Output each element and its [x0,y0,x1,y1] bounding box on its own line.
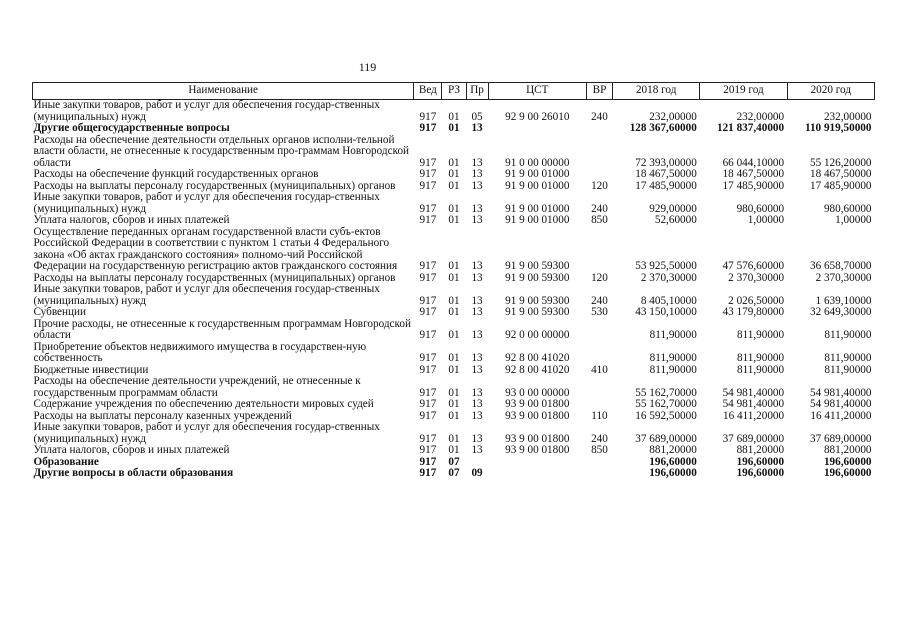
cell-2018: 53 925,50000 [635,260,697,272]
table-row [33,319,875,342]
cell-rz: 01 [448,398,460,410]
cell-2020: 17 485,90000 [809,179,872,192]
cell-2019: 2 370,30000 [728,271,785,284]
cell-rz: 01 [448,363,460,376]
cell-ved: 917 [419,386,437,399]
cell-2020: 55 126,20000 [809,156,872,169]
cell-vr: 850 [591,214,608,226]
table-row [33,169,875,181]
cell-2020: 54 981,40000 [809,398,872,410]
cell-2019: 43 179,80000 [722,306,785,318]
cell-pr: 13 [471,214,483,226]
cell-ved: 917 [419,122,437,134]
cell-2018: 43 150,10000 [635,306,697,318]
col-header-rz: РЗ [442,83,466,100]
cell-rz: 07 [448,455,460,468]
cell-ved: 917 [419,398,437,410]
cell-name: Другие вопросы в области образования [33,467,234,479]
cell-vr [586,457,612,469]
table-row [33,284,875,307]
cell-name: Расходы на обеспечение деятельности учреждений, не отнесенные к государственным программам области [33,375,361,399]
table-row [33,227,875,273]
cell-2019: 196,60000 [736,455,785,468]
col-header-ved: Вед [414,83,442,100]
cell-2020: 1,00000 [835,214,872,226]
cell-vr: 410 [591,363,608,376]
cell-name: Расходы на выплаты персоналу казенных учреждений [33,409,292,422]
cell-pr: 13 [471,432,483,445]
cell-2018: 196,60000 [649,455,697,468]
cell-cst: 93 0 00 00000 [505,386,570,399]
cell-rz: 01 [448,271,460,284]
cell-pr: 13 [471,271,483,284]
cell-name: Иные закупки товаров, работ и услуг для обеспечения государ-ственных (муниципальных) нужд [33,191,380,215]
cell-rz: 01 [448,179,460,192]
cell-name: Уплата налогов, сборов и иных платежей [33,444,230,456]
cell-pr: 13 [471,156,483,169]
cell-pr: 13 [471,122,483,134]
cell-2019: 980,60000 [736,202,785,215]
cell-vr [586,227,612,273]
cell-rz: 01 [448,110,460,123]
cell-ved: 917 [419,432,437,445]
cell-rz: 01 [448,260,460,272]
cell-2020: 811,90000 [824,363,872,376]
cell-2020: 811,90000 [824,329,872,341]
cell-2018: 196,60000 [649,467,697,479]
cell-rz: 01 [448,168,460,180]
col-header-cst: ЦСТ [488,83,586,100]
cell-name: Иные закупки товаров, работ и услуг для обеспечения государ-ственных (муниципальных) нужд [33,283,380,307]
cell-2020: 16 411,20000 [810,409,872,422]
cell-cst: 91 9 00 01000 [505,202,570,215]
cell-pr: 13 [471,306,483,318]
cell-2018: 929,00000 [649,202,697,215]
table-row [33,342,875,365]
cell-2018: 128 367,60000 [629,122,697,134]
cell-ved: 917 [419,260,437,272]
cell-vr: 120 [591,179,608,192]
cell-2019: 196,60000 [736,467,785,479]
table-row [33,468,875,480]
cell-2019: 121 837,40000 [716,122,785,134]
cell-2018: 16 592,50000 [635,409,697,422]
cell-cst: 92 8 00 41020 [505,363,570,376]
cell-2019: 1,00000 [747,214,785,226]
cell-2020: 811,90000 [824,352,872,364]
cell-pr: 13 [471,352,483,364]
cell-2018: 811,90000 [649,363,697,376]
cell-cst: 93 9 00 01800 [505,409,570,422]
cell-rz: 01 [448,329,460,341]
cell-rz: 01 [448,386,460,399]
cell-cst: 93 9 00 01800 [505,444,570,456]
cell-cst: 91 9 00 59300 [505,260,570,272]
table-row [33,445,875,457]
cell-2018: 72 393,00000 [635,156,697,169]
cell-ved: 917 [419,329,437,341]
cell-cst: 93 9 00 01800 [505,432,570,445]
cell-2019: 66 044,10000 [722,156,785,169]
cell-2018: 811,90000 [649,352,697,364]
cell-vr [586,123,612,135]
cell-pr: 13 [471,294,483,307]
cell-rz: 01 [448,409,460,422]
cell-ved: 917 [419,455,437,468]
col-header-vr: ВР [586,83,612,100]
cell-pr: 09 [471,467,483,479]
cell-2018: 52,60000 [654,214,697,226]
cell-2020: 54 981,40000 [809,386,872,399]
cell-ved: 917 [419,214,437,226]
cell-2020: 110 919,50000 [804,122,872,134]
cell-vr [586,468,612,480]
cell-name: Содержание учреждения по обеспечению деятельности мировых судей [33,398,374,410]
col-header-2020: 2020 год [787,83,874,100]
cell-pr: 13 [471,444,483,456]
cell-2018: 17 485,90000 [635,179,697,192]
cell-vr: 240 [591,110,608,123]
cell-name: Субвенции [33,306,86,318]
cell-ved: 917 [419,156,437,169]
cell-name: Иные закупки товаров, работ и услуг для обеспечения государ-ственных (муниципальных) нужд [33,421,380,445]
cell-cst: 92 8 00 41020 [505,352,570,364]
table-body [33,100,875,480]
cell-2020: 36 658,70000 [809,260,872,272]
cell-2019: 37 689,00000 [722,432,785,445]
cell-cst: 91 9 00 59300 [505,306,570,318]
cell-name: Образование [33,455,99,468]
cell-2020: 881,20000 [823,444,872,456]
cell-2019: 811,90000 [736,329,785,341]
cell-vr [586,376,612,399]
cell-2020: 18 467,50000 [809,168,872,180]
cell-ved: 917 [419,467,437,479]
cell-2019: 2 026,50000 [728,294,785,307]
cell-2019: 811,90000 [736,352,785,364]
table-row [33,192,875,215]
cell-pr: 13 [471,409,483,422]
cell-rz: 01 [448,352,460,364]
cell-2018: 2 370,30000 [640,271,697,284]
table-row [33,215,875,227]
cell-name: Осуществление переданных органам государственной власти субъ-ектов Российской Федерации в соответствии с пунктом 1 статьи 4 Федерального закона «Об актах гражданского состояния» полномо-чий Российской Федерации на государственную регистрацию актов гражданского состояния [33,225,398,272]
cell-vr [586,342,612,365]
cell-2020: 196,60000 [823,455,872,468]
cell-pr: 13 [471,329,483,341]
cell-pr: 13 [471,363,483,376]
cell-vr [586,399,612,411]
cell-cst: 93 9 00 01800 [505,398,570,410]
cell-2019: 54 981,40000 [722,398,785,410]
cell-2019: 18 467,50000 [722,168,785,180]
cell-vr [586,135,612,170]
cell-pr: 13 [471,202,483,215]
cell-name: Расходы на выплаты персоналу государственных (муниципальных) органов [33,271,396,284]
cell-ved: 917 [419,294,437,307]
cell-cst: 92 0 00 00000 [505,329,570,341]
cell-ved: 917 [419,202,437,215]
cell-pr: 13 [471,398,483,410]
cell-rz: 01 [448,444,460,456]
cell-cst: 91 9 00 01000 [505,214,570,226]
cell-pr: 13 [471,179,483,192]
budget-table [32,82,875,480]
cell-rz: 01 [448,122,460,134]
cell-name: Уплата налогов, сборов и иных платежей [33,214,230,226]
cell-vr: 110 [591,409,608,422]
cell-rz: 01 [448,214,460,226]
cell-cst: 91 9 00 01000 [505,179,570,192]
cell-vr: 240 [591,294,608,307]
table-row [33,135,875,170]
cell-pr: 13 [471,168,483,180]
cell-2018: 8 405,10000 [640,294,697,307]
cell-ved: 917 [419,444,437,456]
cell-2019: 47 576,60000 [722,260,785,272]
cell-2020: 1 639,10000 [815,294,872,307]
cell-2019: 16 411,20000 [722,409,785,422]
cell-vr: 240 [591,432,608,445]
cell-cst: 92 9 00 26010 [505,110,570,123]
cell-pr: 13 [471,386,483,399]
cell-rz: 01 [448,156,460,169]
cell-name: Расходы на обеспечение деятельности отдельных органов исполни-тельной власти области, не отнесенные к государственным про-граммам Новгородской области [33,133,410,169]
table-row [33,376,875,399]
cell-rz: 01 [448,432,460,445]
cell-ved: 917 [419,352,437,364]
cell-vr: 530 [591,306,608,318]
cell-cst: 91 0 00 00000 [505,156,570,169]
cell-2018: 55 162,70000 [635,398,697,410]
cell-name: Другие общегосударственные вопросы [33,122,230,134]
cell-name: Расходы на выплаты персоналу государственных (муниципальных) органов [33,179,396,192]
cell-2018: 811,90000 [649,329,697,341]
table-row [33,422,875,445]
cell-2019: 811,90000 [736,363,785,376]
cell-2020: 37 689,00000 [809,432,872,445]
cell-cst: 91 9 00 01000 [505,168,570,180]
cell-rz: 07 [448,467,460,479]
cell-2019: 881,20000 [736,444,785,456]
cell-2018: 55 162,70000 [635,386,697,399]
cell-2020: 232,00000 [823,110,872,123]
cell-cst [488,123,586,135]
cell-name: Иные закупки товаров, работ и услуг для обеспечения государ-ственных (муниципальных) нужд [33,99,380,123]
cell-2019: 232,00000 [736,110,785,123]
col-header-2018: 2018 год [613,83,700,100]
cell-2020: 32 649,30000 [809,306,872,318]
cell-name: Приобретение объектов недвижимого имущества в государствен-ную собственность [33,340,367,364]
table-header-row [33,83,875,100]
cell-vr: 850 [591,444,608,456]
cell-pr: 13 [471,260,483,272]
table-row [33,399,875,411]
cell-rz: 01 [448,294,460,307]
cell-2018: 232,00000 [649,110,697,123]
cell-ved: 917 [419,179,437,192]
col-header-2019: 2019 год [700,83,787,100]
cell-2020: 2 370,30000 [815,271,872,284]
cell-ved: 917 [419,306,437,318]
cell-cst [488,468,586,480]
cell-name: Расходы на обеспечение функций государственных органов [33,168,319,180]
cell-2018: 881,20000 [649,444,697,456]
table-row [33,307,875,319]
cell-2019: 54 981,40000 [722,386,785,399]
cell-rz: 01 [448,306,460,318]
table-row [33,123,875,135]
cell-2020: 980,60000 [823,202,872,215]
cell-2018: 18 467,50000 [635,168,697,180]
cell-cst: 91 9 00 59300 [505,271,570,284]
col-header-name: Наименование [33,83,414,100]
col-header-pr: Пр [466,83,488,100]
page-number: 119 [358,60,377,74]
cell-ved: 917 [419,409,437,422]
cell-ved: 917 [419,168,437,180]
cell-cst [488,457,586,469]
cell-rz: 01 [448,202,460,215]
cell-2019: 17 485,90000 [722,179,785,192]
cell-pr: 05 [471,110,483,123]
cell-name: Прочие расходы, не отнесенные к государственным программам Новгородской области [33,317,411,341]
cell-ved: 917 [419,271,437,284]
cell-vr: 120 [591,271,608,284]
cell-vr [586,319,612,342]
cell-ved: 917 [419,363,437,376]
cell-2018: 37 689,00000 [635,432,697,445]
table-row [33,100,875,124]
cell-ved: 917 [419,110,437,123]
cell-2020: 196,60000 [823,467,872,479]
cell-cst: 91 9 00 59300 [505,294,570,307]
cell-vr: 240 [591,202,608,215]
cell-name: Бюджетные инвестиции [33,363,149,376]
cell-vr [586,169,612,181]
